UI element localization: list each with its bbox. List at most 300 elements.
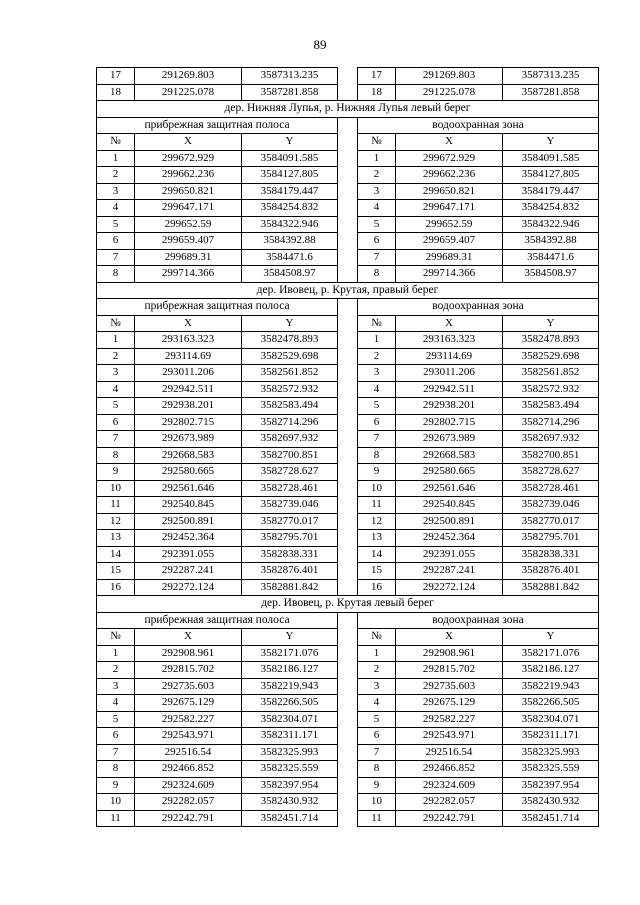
table-row [97, 398, 599, 415]
x-coordinate-cell: 292391.055 [396, 546, 503, 563]
x-coordinate-cell: 292802.715 [396, 414, 503, 431]
zone-label-water-protection: водоохранная зона [358, 117, 599, 134]
x-coordinate-cell: 292282.057 [135, 794, 242, 811]
point-number-cell: 7 [358, 744, 396, 761]
column-gap [338, 695, 358, 712]
point-number-cell: 12 [358, 513, 396, 530]
y-column-header: Y [503, 629, 599, 646]
y-coordinate-cell: 3584127.805 [503, 167, 599, 184]
y-coordinate-cell: 3582325.993 [503, 744, 599, 761]
y-coordinate-cell: 3584508.97 [242, 266, 338, 283]
x-coordinate-cell: 292452.364 [396, 530, 503, 547]
x-coordinate-cell: 292668.583 [135, 447, 242, 464]
coordinates-table-body [97, 68, 599, 827]
point-number-cell: 14 [358, 546, 396, 563]
point-number-cell: 1 [97, 150, 135, 167]
x-coordinate-cell: 293011.206 [135, 365, 242, 382]
x-coordinate-cell: 299659.407 [396, 233, 503, 250]
x-coordinate-cell: 292540.845 [135, 497, 242, 514]
column-gap [338, 612, 358, 629]
point-number-cell: 2 [358, 167, 396, 184]
y-coordinate-cell: 3582700.851 [242, 447, 338, 464]
y-coordinate-cell: 3584471.6 [242, 249, 338, 266]
y-column-header: Y [242, 134, 338, 151]
y-coordinate-cell: 3587313.235 [242, 68, 338, 85]
column-gap [338, 662, 358, 679]
x-coordinate-cell: 291225.078 [135, 84, 242, 101]
x-coordinate-cell: 293011.206 [396, 365, 503, 382]
point-number-cell: 7 [97, 744, 135, 761]
column-gap [338, 249, 358, 266]
x-coordinate-cell: 292675.129 [135, 695, 242, 712]
zone-header-row [97, 612, 599, 629]
point-number-cell: 9 [97, 464, 135, 481]
x-coordinate-cell: 299650.821 [396, 183, 503, 200]
y-coordinate-cell: 3582171.076 [242, 645, 338, 662]
y-coordinate-cell: 3582583.494 [503, 398, 599, 415]
point-number-cell: 10 [97, 480, 135, 497]
column-gap [338, 200, 358, 217]
point-number-cell: 6 [358, 414, 396, 431]
section-title: дер. Ивовец, р. Крутая, правый берег [97, 282, 599, 299]
table-row [97, 744, 599, 761]
y-coordinate-cell: 3582795.701 [242, 530, 338, 547]
table-row [97, 711, 599, 728]
y-coordinate-cell: 3582728.627 [242, 464, 338, 481]
x-coordinate-cell: 299652.59 [396, 216, 503, 233]
x-coordinate-cell: 292466.852 [135, 761, 242, 778]
page-number: 89 [313, 37, 327, 52]
number-column-header: № [97, 629, 135, 646]
column-gap [338, 365, 358, 382]
y-coordinate-cell: 3582697.932 [503, 431, 599, 448]
point-number-cell: 6 [358, 728, 396, 745]
y-coordinate-cell: 3584127.805 [242, 167, 338, 184]
y-coordinate-cell: 3584322.946 [503, 216, 599, 233]
point-number-cell: 4 [358, 200, 396, 217]
y-coordinate-cell: 3582714.296 [503, 414, 599, 431]
section-title-row [97, 101, 599, 118]
y-coordinate-cell: 3582186.127 [242, 662, 338, 679]
zone-header-row [97, 299, 599, 316]
point-number-cell: 16 [358, 579, 396, 596]
y-coordinate-cell: 3584254.832 [242, 200, 338, 217]
point-number-cell: 2 [97, 662, 135, 679]
point-number-cell: 8 [97, 266, 135, 283]
point-number-cell: 14 [97, 546, 135, 563]
table-row [97, 513, 599, 530]
column-gap [338, 563, 358, 580]
x-coordinate-cell: 292938.201 [396, 398, 503, 415]
point-number-cell: 7 [358, 431, 396, 448]
y-coordinate-cell: 3582451.714 [503, 810, 599, 827]
zone-label-coastal-strip: прибрежная защитная полоса [97, 117, 338, 134]
y-coordinate-cell: 3582397.954 [503, 777, 599, 794]
x-coordinate-cell: 299689.31 [135, 249, 242, 266]
table-row [97, 68, 599, 85]
table-row [97, 497, 599, 514]
point-number-cell: 9 [358, 777, 396, 794]
x-coordinate-cell: 292908.961 [135, 645, 242, 662]
x-coordinate-cell: 299659.407 [135, 233, 242, 250]
x-coordinate-cell: 292242.791 [396, 810, 503, 827]
point-number-cell: 6 [97, 728, 135, 745]
x-coordinate-cell: 292942.511 [396, 381, 503, 398]
point-number-cell: 18 [97, 84, 135, 101]
x-coordinate-cell: 292272.124 [396, 579, 503, 596]
point-number-cell: 4 [358, 695, 396, 712]
number-column-header: № [358, 629, 396, 646]
y-coordinate-cell: 3584254.832 [503, 200, 599, 217]
x-coordinate-cell: 293163.323 [135, 332, 242, 349]
y-coordinate-cell: 3582171.076 [503, 645, 599, 662]
y-column-header: Y [242, 315, 338, 332]
table-row [97, 563, 599, 580]
y-coordinate-cell: 3582311.171 [503, 728, 599, 745]
x-column-header: X [396, 629, 503, 646]
table-row [97, 150, 599, 167]
x-coordinate-cell: 292452.364 [135, 530, 242, 547]
y-coordinate-cell: 3582770.017 [503, 513, 599, 530]
table-row [97, 167, 599, 184]
y-coordinate-cell: 3582583.494 [242, 398, 338, 415]
point-number-cell: 3 [358, 365, 396, 382]
column-gap [338, 794, 358, 811]
y-coordinate-cell: 3582881.842 [242, 579, 338, 596]
y-coordinate-cell: 3582838.331 [503, 546, 599, 563]
point-number-cell: 9 [97, 777, 135, 794]
point-number-cell: 13 [97, 530, 135, 547]
table-row [97, 431, 599, 448]
x-coordinate-cell: 292282.057 [396, 794, 503, 811]
y-coordinate-cell: 3582478.893 [503, 332, 599, 349]
table-row [97, 249, 599, 266]
x-coordinate-cell: 292815.702 [396, 662, 503, 679]
x-coordinate-cell: 292675.129 [396, 695, 503, 712]
y-coordinate-cell: 3582561.852 [242, 365, 338, 382]
y-coordinate-cell: 3582451.714 [242, 810, 338, 827]
x-coordinate-cell: 292735.603 [396, 678, 503, 695]
table-row [97, 678, 599, 695]
section-title-row [97, 596, 599, 613]
column-gap [338, 629, 358, 646]
point-number-cell: 9 [358, 464, 396, 481]
x-coordinate-cell: 292466.852 [396, 761, 503, 778]
table-row [97, 761, 599, 778]
y-coordinate-cell: 3582572.932 [503, 381, 599, 398]
x-coordinate-cell: 292580.665 [135, 464, 242, 481]
x-coordinate-cell: 292543.971 [396, 728, 503, 745]
x-coordinate-cell: 292287.241 [396, 563, 503, 580]
x-coordinate-cell: 292272.124 [135, 579, 242, 596]
point-number-cell: 13 [358, 530, 396, 547]
y-coordinate-cell: 3584179.447 [503, 183, 599, 200]
point-number-cell: 12 [97, 513, 135, 530]
y-coordinate-cell: 3582739.046 [242, 497, 338, 514]
table-row [97, 810, 599, 827]
point-number-cell: 10 [358, 794, 396, 811]
y-coordinate-cell: 3582219.943 [242, 678, 338, 695]
table-row [97, 447, 599, 464]
column-gap [338, 711, 358, 728]
table-row [97, 216, 599, 233]
point-number-cell: 10 [97, 794, 135, 811]
point-number-cell: 2 [358, 348, 396, 365]
point-number-cell: 5 [358, 398, 396, 415]
y-coordinate-cell: 3582304.071 [242, 711, 338, 728]
column-gap [338, 381, 358, 398]
y-coordinate-cell: 3582697.932 [242, 431, 338, 448]
x-coordinate-cell: 292580.665 [396, 464, 503, 481]
x-coordinate-cell: 292561.646 [396, 480, 503, 497]
y-coordinate-cell: 3582714.296 [242, 414, 338, 431]
column-header-row [97, 629, 599, 646]
x-coordinate-cell: 292802.715 [135, 414, 242, 431]
number-column-header: № [97, 315, 135, 332]
x-coordinate-cell: 292500.891 [396, 513, 503, 530]
column-gap [338, 348, 358, 365]
y-coordinate-cell: 3582876.401 [503, 563, 599, 580]
column-gap [338, 431, 358, 448]
x-column-header: X [396, 315, 503, 332]
y-coordinate-cell: 3582266.505 [242, 695, 338, 712]
point-number-cell: 11 [97, 497, 135, 514]
section-title-row [97, 282, 599, 299]
column-header-row [97, 315, 599, 332]
x-coordinate-cell: 292582.227 [396, 711, 503, 728]
y-coordinate-cell: 3582739.046 [503, 497, 599, 514]
zone-label-coastal-strip: прибрежная защитная полоса [97, 299, 338, 316]
x-coordinate-cell: 292500.891 [135, 513, 242, 530]
x-coordinate-cell: 292242.791 [135, 810, 242, 827]
x-coordinate-cell: 299672.929 [135, 150, 242, 167]
column-gap [338, 233, 358, 250]
column-gap [338, 761, 358, 778]
coordinates-table [96, 67, 599, 827]
column-gap [338, 299, 358, 316]
x-coordinate-cell: 292735.603 [135, 678, 242, 695]
point-number-cell: 2 [358, 662, 396, 679]
column-gap [338, 332, 358, 349]
y-coordinate-cell: 3582430.932 [503, 794, 599, 811]
column-gap [338, 167, 358, 184]
x-coordinate-cell: 292668.583 [396, 447, 503, 464]
x-coordinate-cell: 291269.803 [396, 68, 503, 85]
x-column-header: X [135, 629, 242, 646]
table-row [97, 183, 599, 200]
x-coordinate-cell: 293163.323 [396, 332, 503, 349]
point-number-cell: 1 [358, 150, 396, 167]
point-number-cell: 7 [358, 249, 396, 266]
table-row [97, 365, 599, 382]
point-number-cell: 5 [97, 711, 135, 728]
x-coordinate-cell: 292516.54 [396, 744, 503, 761]
y-coordinate-cell: 3584322.946 [242, 216, 338, 233]
table-row [97, 728, 599, 745]
table-row [97, 645, 599, 662]
x-coordinate-cell: 292287.241 [135, 563, 242, 580]
point-number-cell: 1 [358, 645, 396, 662]
number-column-header: № [97, 134, 135, 151]
point-number-cell: 5 [358, 711, 396, 728]
column-gap [338, 84, 358, 101]
y-coordinate-cell: 3584471.6 [503, 249, 599, 266]
table-row [97, 695, 599, 712]
y-coordinate-cell: 3582325.559 [242, 761, 338, 778]
point-number-cell: 17 [358, 68, 396, 85]
point-number-cell: 11 [97, 810, 135, 827]
zone-label-water-protection: водоохранная зона [358, 299, 599, 316]
y-column-header: Y [242, 629, 338, 646]
y-coordinate-cell: 3587313.235 [503, 68, 599, 85]
table-row [97, 200, 599, 217]
x-coordinate-cell: 299647.171 [135, 200, 242, 217]
table-row [97, 84, 599, 101]
column-gap [338, 150, 358, 167]
y-coordinate-cell: 3584091.585 [242, 150, 338, 167]
zone-label-coastal-strip: прибрежная защитная полоса [97, 612, 338, 629]
column-gap [338, 513, 358, 530]
point-number-cell: 3 [97, 365, 135, 382]
y-column-header: Y [503, 315, 599, 332]
point-number-cell: 1 [358, 332, 396, 349]
x-coordinate-cell: 292540.845 [396, 497, 503, 514]
point-number-cell: 1 [97, 645, 135, 662]
point-number-cell: 3 [358, 678, 396, 695]
column-gap [338, 777, 358, 794]
point-number-cell: 3 [97, 183, 135, 200]
y-coordinate-cell: 3584392.88 [503, 233, 599, 250]
x-coordinate-cell: 292561.646 [135, 480, 242, 497]
x-coordinate-cell: 299714.366 [396, 266, 503, 283]
y-coordinate-cell: 3582325.559 [503, 761, 599, 778]
table-row [97, 414, 599, 431]
x-coordinate-cell: 292673.989 [135, 431, 242, 448]
table-row [97, 579, 599, 596]
x-coordinate-cell: 299652.59 [135, 216, 242, 233]
point-number-cell: 4 [358, 381, 396, 398]
point-number-cell: 10 [358, 480, 396, 497]
column-gap [338, 579, 358, 596]
y-coordinate-cell: 3582838.331 [242, 546, 338, 563]
table-row [97, 381, 599, 398]
y-coordinate-cell: 3587281.858 [503, 84, 599, 101]
table-row [97, 530, 599, 547]
x-coordinate-cell: 293114.69 [135, 348, 242, 365]
x-coordinate-cell: 292391.055 [135, 546, 242, 563]
table-row [97, 794, 599, 811]
x-coordinate-cell: 299714.366 [135, 266, 242, 283]
y-coordinate-cell: 3582478.893 [242, 332, 338, 349]
x-coordinate-cell: 292582.227 [135, 711, 242, 728]
x-coordinate-cell: 299650.821 [135, 183, 242, 200]
point-number-cell: 6 [97, 233, 135, 250]
y-coordinate-cell: 3587281.858 [242, 84, 338, 101]
x-column-header: X [396, 134, 503, 151]
point-number-cell: 11 [358, 810, 396, 827]
table-row [97, 777, 599, 794]
y-coordinate-cell: 3582304.071 [503, 711, 599, 728]
point-number-cell: 15 [358, 563, 396, 580]
point-number-cell: 3 [358, 183, 396, 200]
x-column-header: X [135, 315, 242, 332]
point-number-cell: 2 [97, 167, 135, 184]
y-coordinate-cell: 3582186.127 [503, 662, 599, 679]
point-number-cell: 4 [97, 200, 135, 217]
point-number-cell: 8 [358, 761, 396, 778]
point-number-cell: 5 [97, 216, 135, 233]
point-number-cell: 18 [358, 84, 396, 101]
y-coordinate-cell: 3582397.954 [242, 777, 338, 794]
y-coordinate-cell: 3584392.88 [242, 233, 338, 250]
zone-header-row [97, 117, 599, 134]
y-coordinate-cell: 3582728.627 [503, 464, 599, 481]
y-coordinate-cell: 3582430.932 [242, 794, 338, 811]
y-coordinate-cell: 3582770.017 [242, 513, 338, 530]
y-coordinate-cell: 3582881.842 [503, 579, 599, 596]
x-coordinate-cell: 292942.511 [135, 381, 242, 398]
y-coordinate-cell: 3582529.698 [503, 348, 599, 365]
point-number-cell: 2 [97, 348, 135, 365]
x-coordinate-cell: 292938.201 [135, 398, 242, 415]
x-coordinate-cell: 292324.609 [396, 777, 503, 794]
x-coordinate-cell: 292908.961 [396, 645, 503, 662]
x-coordinate-cell: 292673.989 [396, 431, 503, 448]
y-coordinate-cell: 3582266.505 [503, 695, 599, 712]
table-row [97, 332, 599, 349]
column-gap [338, 216, 358, 233]
point-number-cell: 8 [97, 447, 135, 464]
point-number-cell: 17 [97, 68, 135, 85]
column-gap [338, 266, 358, 283]
y-coordinate-cell: 3582700.851 [503, 447, 599, 464]
y-coordinate-cell: 3584091.585 [503, 150, 599, 167]
x-coordinate-cell: 299662.236 [135, 167, 242, 184]
column-gap [338, 464, 358, 481]
section-title: дер. Нижняя Лупья, р. Нижняя Лупья левый берег [97, 101, 599, 118]
point-number-cell: 5 [97, 398, 135, 415]
y-coordinate-cell: 3582561.852 [503, 365, 599, 382]
point-number-cell: 8 [358, 447, 396, 464]
column-gap [338, 530, 358, 547]
x-coordinate-cell: 293114.69 [396, 348, 503, 365]
table-row [97, 464, 599, 481]
y-coordinate-cell: 3584508.97 [503, 266, 599, 283]
number-column-header: № [358, 134, 396, 151]
y-coordinate-cell: 3582311.171 [242, 728, 338, 745]
column-gap [338, 183, 358, 200]
number-column-header: № [358, 315, 396, 332]
x-coordinate-cell: 292815.702 [135, 662, 242, 679]
x-coordinate-cell: 299662.236 [396, 167, 503, 184]
point-number-cell: 4 [97, 695, 135, 712]
column-gap [338, 810, 358, 827]
x-coordinate-cell: 299647.171 [396, 200, 503, 217]
column-gap [338, 546, 358, 563]
column-gap [338, 678, 358, 695]
column-gap [338, 480, 358, 497]
y-coordinate-cell: 3582728.461 [503, 480, 599, 497]
column-gap [338, 134, 358, 151]
x-coordinate-cell: 291225.078 [396, 84, 503, 101]
y-coordinate-cell: 3584179.447 [242, 183, 338, 200]
y-column-header: Y [503, 134, 599, 151]
table-row [97, 480, 599, 497]
table-row [97, 233, 599, 250]
table-row [97, 662, 599, 679]
point-number-cell: 15 [97, 563, 135, 580]
x-coordinate-cell: 292516.54 [135, 744, 242, 761]
